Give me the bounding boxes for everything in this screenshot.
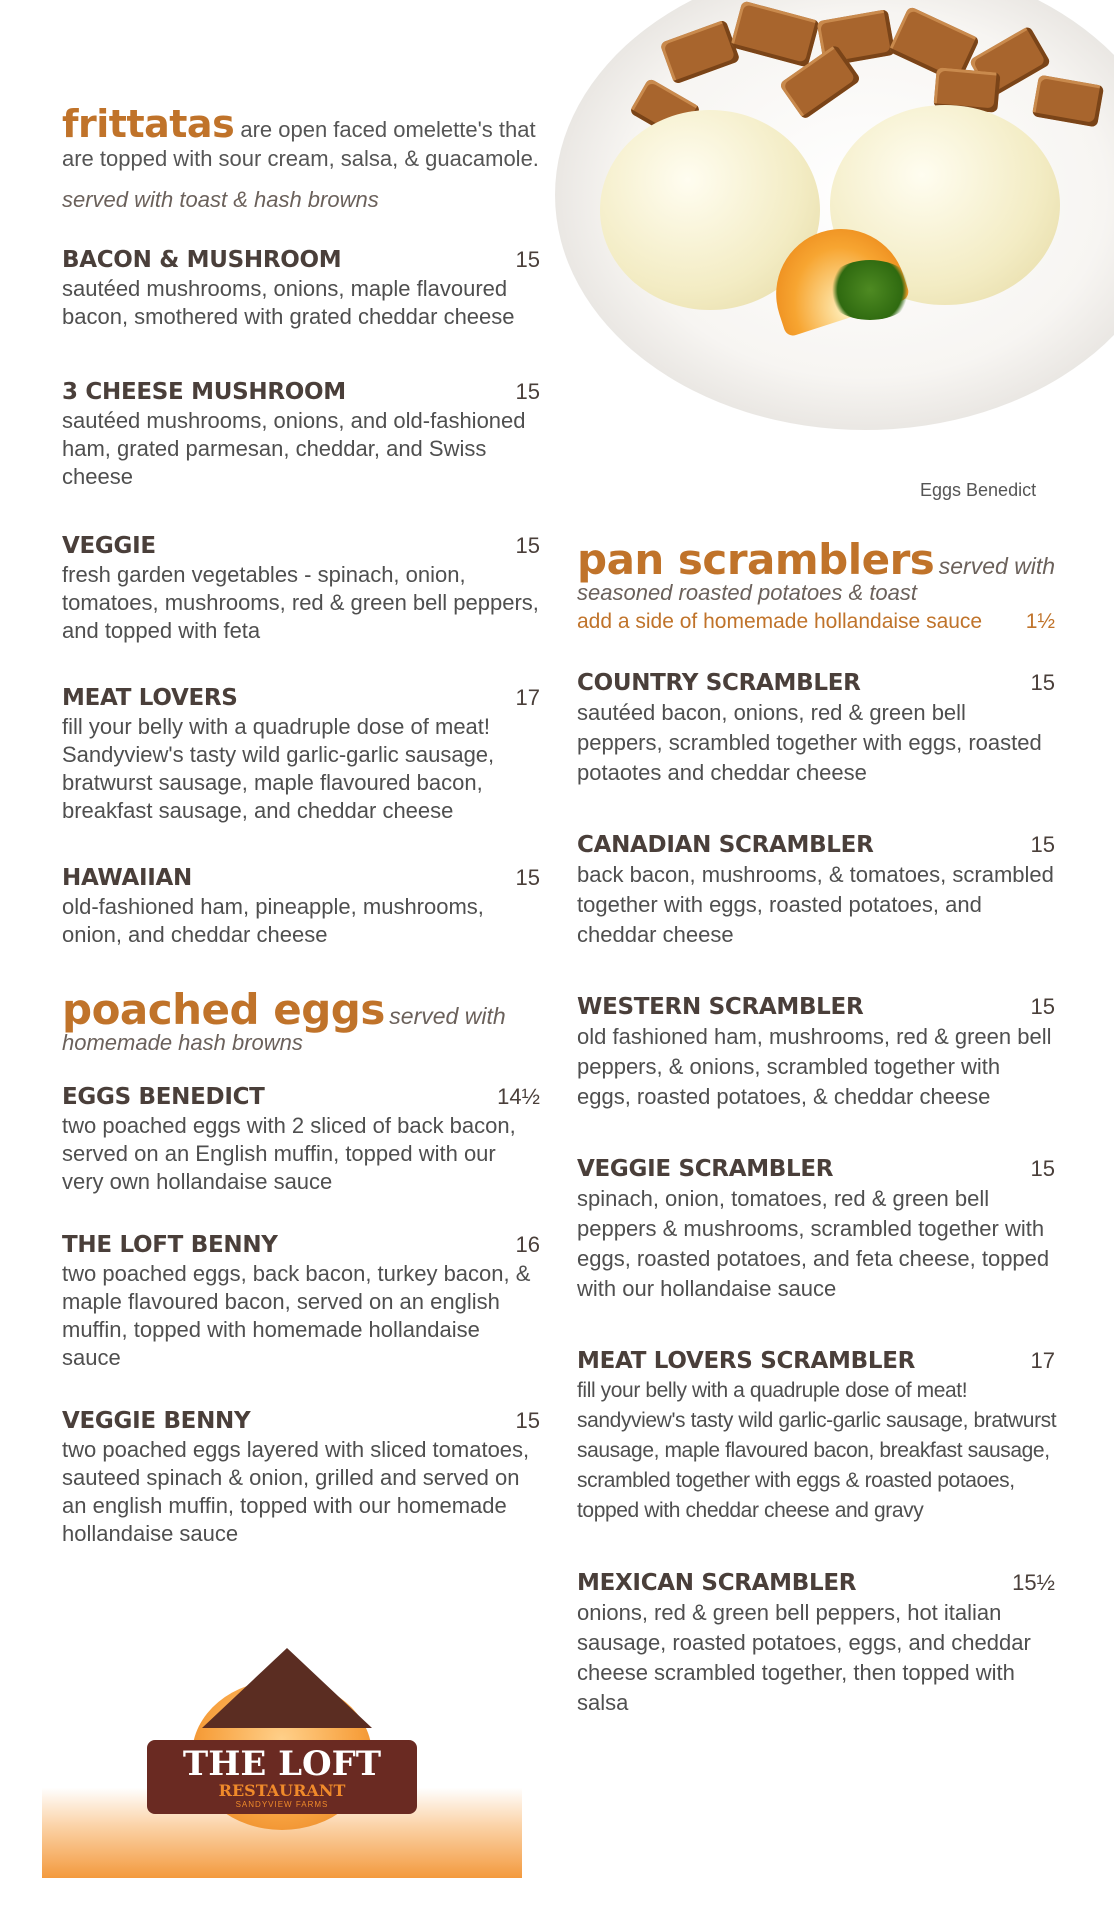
item-price: 15 — [1030, 670, 1055, 695]
menu-item — [62, 865, 542, 949]
pan-scramblers-section — [577, 535, 1057, 1718]
frittatas-title: frittatas — [62, 102, 235, 146]
item-price: 15½ — [1012, 1570, 1055, 1595]
item-description: fill your belly with a quadruple dose of meat! sandyview's tasty wild garlic-garlic sausage, bratwurst sausage, maple flavoured bacon, breakfast sausage, scrambled together with eggs & roasted potaoes, topped with cheddar cheese and gravy — [577, 1379, 1057, 1522]
item-price: 15 — [1030, 1156, 1055, 1181]
addon-label: add a side of homemade hollandaise sauce — [577, 610, 983, 633]
item-description: two poached eggs with 2 sliced of back bacon, served on an English muffin, topped with our very own hollandaise sauce — [62, 1113, 516, 1194]
item-description: back bacon, mushrooms, & tomatoes, scrambled together with eggs, roasted potatoes, and cheddar cheese — [577, 862, 1054, 947]
item-description: spinach, onion, tomatoes, red & green bell peppers & mushrooms, scrambled together with eggs, roasted potatoes, and feta cheese, topped with our hollandaise sauce — [577, 1186, 1050, 1301]
item-description: old fashioned ham, mushrooms, red & green bell peppers, & onions, scrambled together with eggs, roasted potatoes, & cheddar cheese — [577, 1024, 1052, 1109]
menu-item — [577, 1348, 1057, 1526]
item-name: MEAT LOVERS — [62, 685, 238, 711]
item-description: two poached eggs, back bacon, turkey bacon, & maple flavoured bacon, served on an english muffin, topped with homemade hollandaise sauce — [62, 1261, 531, 1370]
poached-eggs-inline-note: served with — [389, 1003, 506, 1029]
item-description: sautéed mushrooms, onions, and old-fashioned ham, grated parmesan, cheddar, and Swiss cheese — [62, 408, 526, 489]
menu-item — [62, 1232, 542, 1372]
logo-sub-text: RESTAURANT — [218, 1780, 346, 1800]
frittatas-section — [62, 102, 542, 949]
logo-banner — [147, 1740, 417, 1814]
eggs-benedict-photo — [555, 0, 1114, 430]
item-description: two poached eggs layered with sliced tomatoes, sauteed spinach & onion, grilled and served on an english muffin, topped with our homemade hollandaise sauce — [62, 1437, 530, 1546]
frittatas-intro: are open faced omelette's that are topped with sour cream, salsa, & guacamole. — [62, 117, 539, 171]
menu-item — [577, 832, 1057, 950]
poached-eggs-subtitle: homemade hash browns — [62, 1030, 303, 1055]
pan-scramblers-inline-note: served with — [938, 553, 1056, 579]
menu-item — [577, 670, 1057, 788]
menu-item — [62, 1408, 542, 1548]
menu-item — [577, 994, 1057, 1112]
item-description: sautéed mushrooms, onions, maple flavoured bacon, smothered with grated cheddar cheese — [62, 276, 515, 329]
logo-roof-icon — [202, 1648, 372, 1728]
item-price: 15 — [515, 379, 540, 404]
item-name: EGGS BENEDICT — [62, 1084, 265, 1110]
addon-price: 1½ — [1025, 610, 1055, 633]
restaurant-logo — [42, 1640, 522, 1878]
photo-caption: Eggs Benedict — [920, 480, 1037, 500]
item-price: 17 — [1030, 1348, 1055, 1373]
item-description: sautéed bacon, onions, red & green bell peppers, scrambled together with eggs, roasted potaotes and cheddar cheese — [577, 700, 1042, 785]
pan-scramblers-title: pan scramblers — [577, 535, 935, 584]
hollandaise-addon — [577, 610, 1057, 634]
item-price: 15 — [515, 533, 540, 558]
left-column — [62, 102, 542, 1548]
item-name: MEAT LOVERS SCRAMBLER — [577, 1348, 916, 1374]
frittatas-served-note: served with toast & hash browns — [62, 187, 379, 212]
item-description: fill your belly with a quadruple dose of meat! Sandyview's tasty wild garlic-garlic sausage, bratwurst sausage, maple flavoured bacon, breakfast sausage, and cheddar cheese — [62, 714, 495, 823]
item-price: 17 — [515, 685, 540, 710]
menu-item — [62, 685, 542, 825]
item-name: VEGGIE BENNY — [62, 1408, 251, 1434]
item-price: 15 — [515, 1408, 540, 1433]
item-price: 15 — [515, 865, 540, 890]
menu-item — [62, 1084, 542, 1196]
logo-main-text: THE LOFT — [182, 1743, 382, 1784]
item-price: 14½ — [497, 1084, 540, 1109]
item-name: VEGGIE SCRAMBLER — [577, 1156, 834, 1182]
item-name: HAWAIIAN — [62, 865, 192, 891]
item-price: 15 — [515, 247, 540, 272]
item-price: 15 — [1030, 832, 1055, 857]
item-description: onions, red & green bell peppers, hot italian sausage, roasted potatoes, eggs, and cheddar cheese scrambled together, then topped with salsa — [577, 1600, 1031, 1715]
item-name: THE LOFT BENNY — [62, 1232, 278, 1258]
menu-item — [62, 247, 542, 331]
item-name: BACON & MUSHROOM — [62, 247, 342, 273]
menu-item — [577, 1156, 1057, 1304]
item-name: VEGGIE — [62, 533, 156, 559]
item-name: 3 CHEESE MUSHROOM — [62, 379, 346, 405]
logo-tiny-text: SANDYVIEW FARMS — [235, 1799, 329, 1809]
item-name: MEXICAN SCRAMBLER — [577, 1570, 857, 1596]
item-description: old-fashioned ham, pineapple, mushrooms, onion, and cheddar cheese — [62, 894, 484, 947]
item-price: 16 — [515, 1232, 540, 1257]
right-column — [577, 535, 1057, 1718]
pan-scramblers-subtitle: seasoned roasted potatoes & toast — [577, 580, 918, 605]
menu-item — [62, 379, 542, 491]
item-price: 15 — [1030, 994, 1055, 1019]
menu-item — [62, 533, 542, 645]
menu-item — [577, 1570, 1057, 1718]
item-name: COUNTRY SCRAMBLER — [577, 670, 861, 696]
poached-eggs-title: poached eggs — [62, 985, 385, 1034]
poached-eggs-section — [62, 985, 542, 1548]
item-name: WESTERN SCRAMBLER — [577, 994, 864, 1020]
item-description: fresh garden vegetables - spinach, onion, tomatoes, mushrooms, red & green bell peppers, and topped with feta — [62, 562, 539, 643]
item-name: CANADIAN SCRAMBLER — [577, 832, 874, 858]
